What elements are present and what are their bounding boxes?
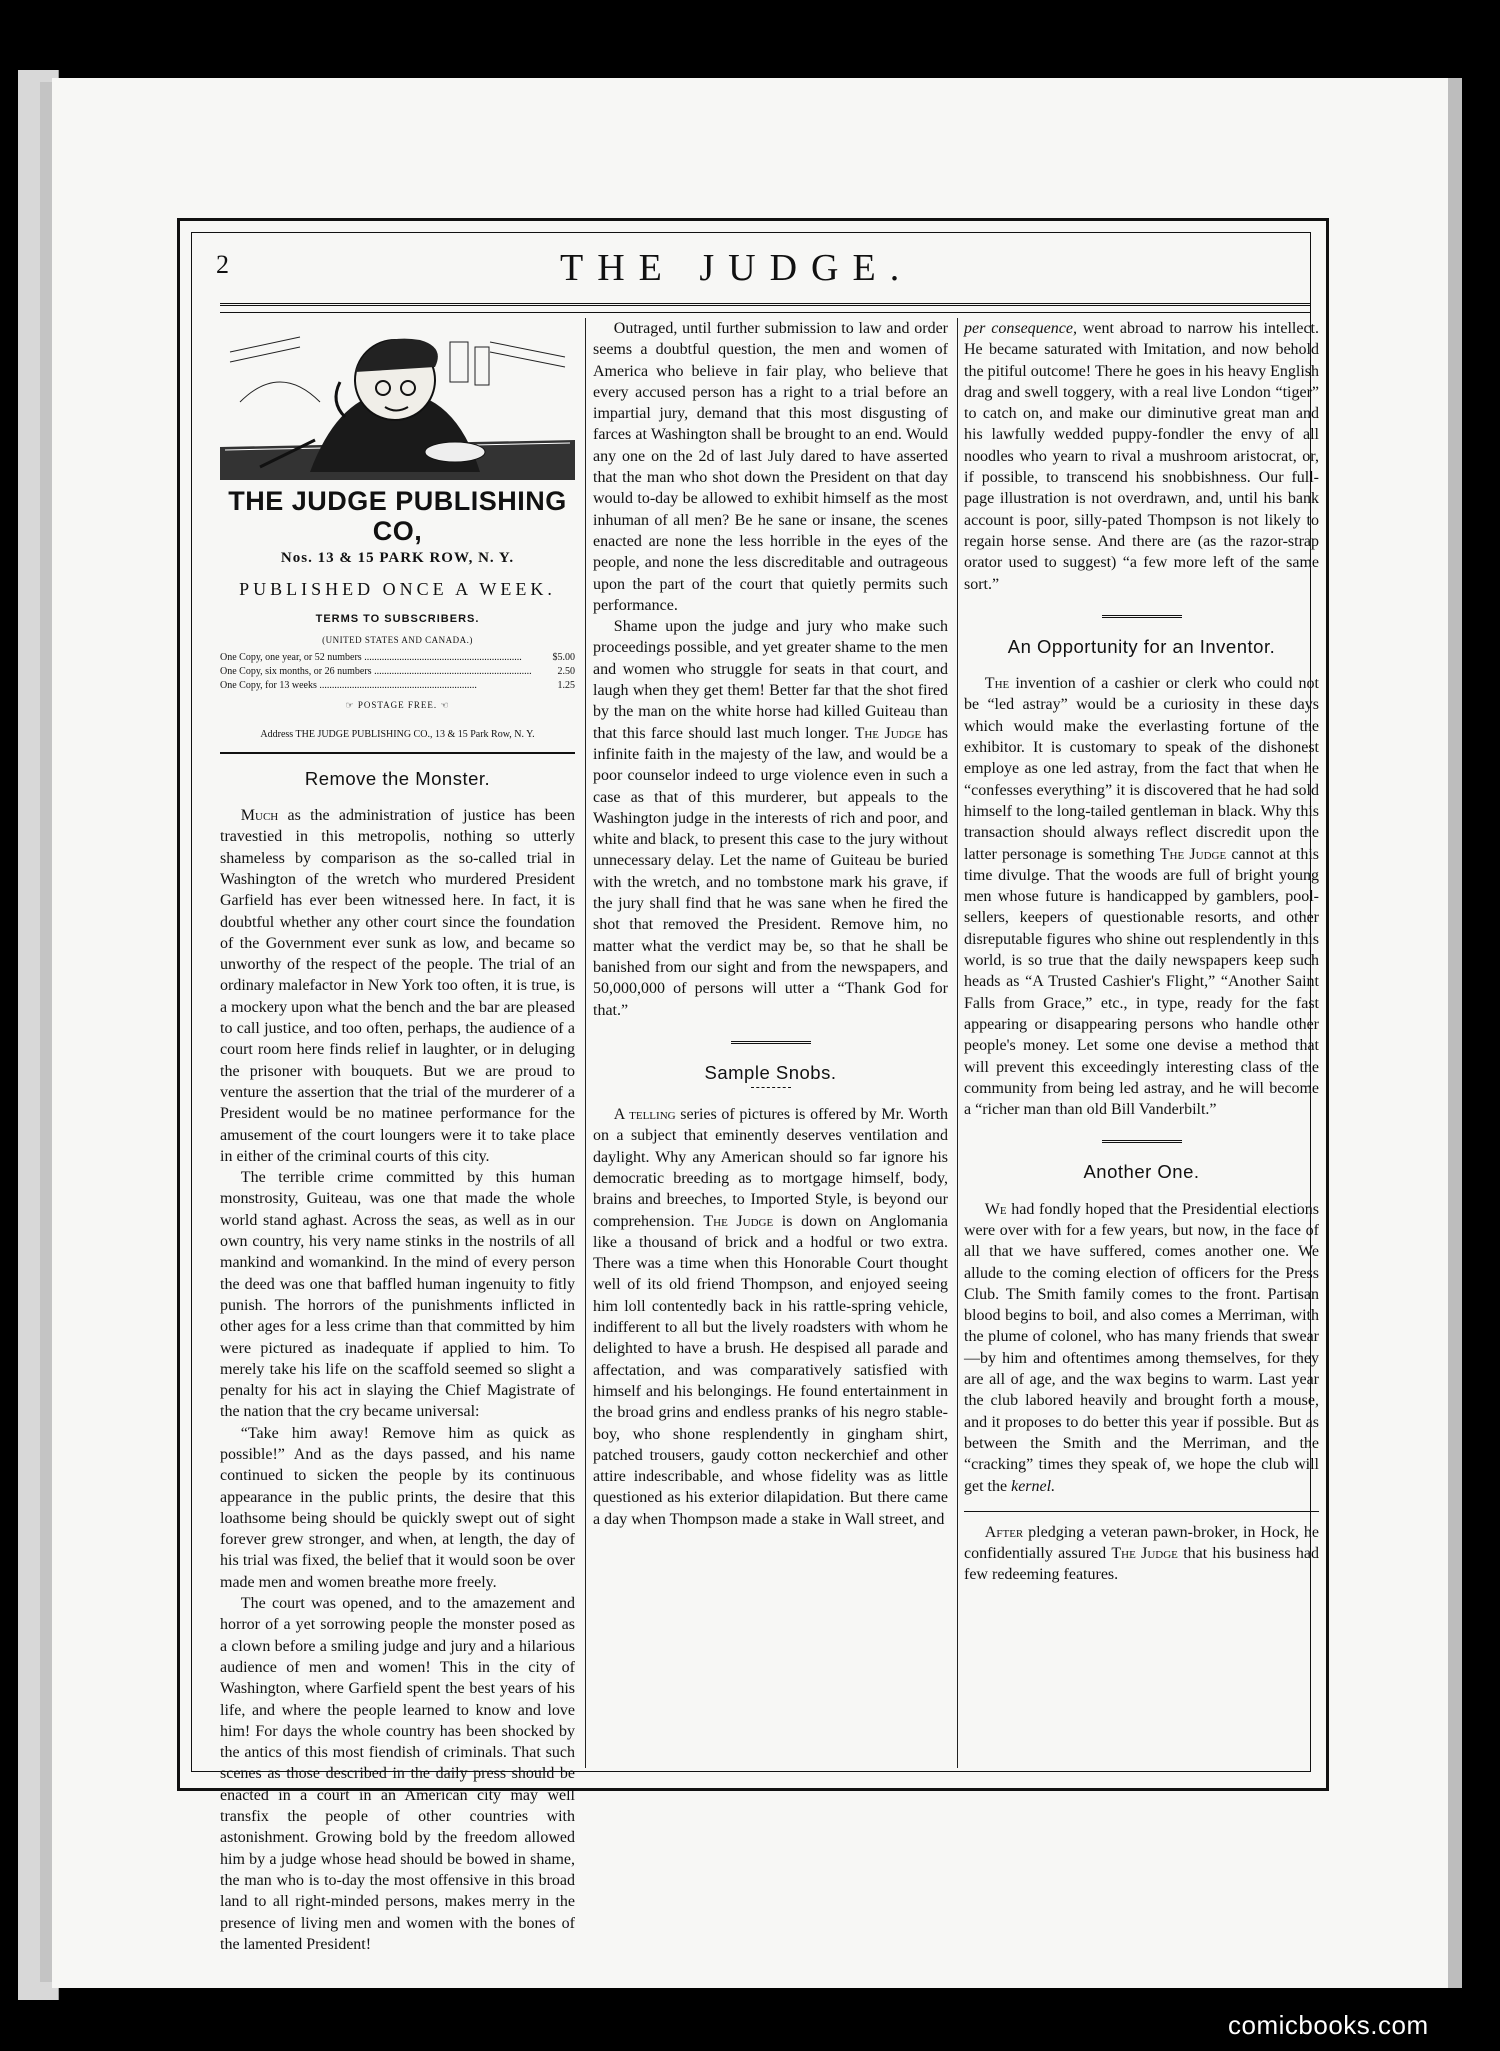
price-label: One Copy, six months, or 26 numbers ..... — [220, 665, 554, 679]
column-divider — [585, 318, 586, 1768]
price-amount: 1.25 — [557, 680, 575, 692]
section-separator — [1102, 1140, 1182, 1143]
paragraph-text: cannot at this time divulge. That the woods are full of bright young men whose future is handicapped by gamblers, pool-sellers, keepers of questionable resorts, and other disreputable figures who shine out resplendently in this world, is so true that the daily newspapers keep such heads as “A Trusted Cashier's Flight,” “Another Saint Falls from Grace,” etc., in type, ready for the fast appearing or disappearing persons who handle other people's money. Let some one devise a method that will prevent this exceedingly interesting class of the community from being led astray, and he will become a “richer man than old Bill Vanderbilt.” — [964, 845, 1320, 1119]
paragraph-text: pledging a veteran pawn-broker, in Hock, he confidentially assured — [964, 1523, 1320, 1563]
postage-note: ☞ POSTAGE FREE. ☜ — [345, 700, 450, 711]
price-amount: 2.50 — [557, 666, 575, 678]
paragraph-text: has infinite faith in the majesty of the law, and would be a poor counselor indeed to urge violence even in such a case as that of this murderer, but appeals to the Washington judge in the interests of rich and poor, and white and black, to present this case to the jury without unnecessary delay. Let the name of Guiteau be buried with the wretch, and no tombstone mark his grave, if the jury shall find that he was sane when he fired the shot that removed the President. Remove him, no matter what the verdict may be, so that he shall be banished from our sight and from the newspapers, and 50,000,000 of persons will utter a “Thank God for that.” — [593, 724, 949, 1019]
column-divider — [957, 318, 958, 1768]
price-row — [220, 651, 575, 665]
masthead-title: THE JUDGE. — [560, 247, 914, 289]
masthead-rule — [220, 303, 1310, 306]
page-number: 2 — [216, 250, 229, 279]
column-2 — [593, 318, 948, 1530]
the-judge-name: The Judge — [1159, 845, 1227, 863]
price-row — [220, 679, 575, 693]
italic-text: per consequence, — [964, 320, 1077, 337]
paragraph-text: invention of a cashier or clerk who could not be “led astray” would be a curiosity in these days which would make the everlasting fortune of the exhibitor. It is customary to speak of the dishonest employe as one led astray, from the fact that when he “confesses everything” it is discovered that he had sold himself to the long-tailed gentleman in black. Why this transaction should always reflect discredit upon the latter personage is something — [964, 675, 1320, 863]
column-1 — [220, 318, 575, 1955]
the-judge-name: The Judge — [854, 724, 922, 742]
article-paragraph: Outraged, until further submission to law and order seems a doubtful question, the men and women of America who believe in fair play, who believe that every accused person has a right to a trial before an impartial jury, demand that this most disgusting of farces at Washington shall be brought to an end. Would any one on the 2d of last July dared to have asserted that the man who shot down the President on that day would to-day be allowed to exhibit himself as the most inhuman of all men? Be he sane or insane, the scenes enacted are none the less horrible in the eyes of the people, and none the less discreditable and outrageous upon the part of the court that quietly permits such performance. — [593, 320, 948, 614]
page-spine-shadow — [1448, 78, 1462, 1988]
article-paragraph — [964, 1199, 1319, 1497]
article-title-remove-the-monster: Remove the Monster. — [304, 767, 491, 789]
article-paragraph: “Take him away! Remove him as quick as possible!” And as the days passed, and his name continued to sicken the people by its continuous appearance in the public prints, the desire that this loathsome being should be quickly swept out of sight forever grew stronger, and when, at length, the day of his trial was fixed, the belief that it would soon be over made men and women breathe more freely. — [220, 1424, 575, 1591]
italic-text: kernel. — [1011, 1477, 1056, 1495]
site-watermark: comicbooks.com — [1228, 2010, 1429, 2040]
article-paragraph: The court was opened, and to the amazement and horror of a yet sorrowing people the monster posed as a clown before a smiling judge and jury and a hilarious audience of men and women! This in the city of Washington, where Garfield spent the best years of his life, and where the people learned to know and love him! For days the whole country has been shocked by the antics of this most fiendish of criminals. That such scenes as those described in the daily press should be enacted in a court in an American city may well transfix the people of other countries with astonishment. Growing bold by the freedom allowed him by a judge whose head should be bowed in shame, the man who is to-day the most offensive in this broad land to all right-minded persons, makes merry in the presence of living men and women with the bones of the lamented President! — [220, 1595, 575, 1953]
drop-lead: After — [984, 1523, 1024, 1541]
publication-frequency: PUBLISHED ONCE A WEEK. — [239, 579, 556, 600]
column-3 — [964, 318, 1319, 1586]
paragraph-text: had fondly hoped that the Presidential elections were over with for a few years, but now, in the face of all that we have suffered, comes another one. We allude to the coming election of officers for the Press Club. The Smith family comes to the front. Partisan blood begins to boil, and also comes a Merriman, with the plume of colonel, who has many friends that swear—by him and oftentimes among themselves, for they are all of age, and the wax begins to warm. Last year the club labored heavily and brought forth a mouse, and it proposes to do better this year if possible. But as between the Smith and the Merriman, and the “cracking” times they speak of, we hope the club will get the — [964, 1200, 1320, 1495]
section-rule — [220, 752, 575, 754]
the-judge-name: The Judge — [1111, 1545, 1178, 1563]
article-paragraph — [593, 616, 948, 1021]
paragraph-text: Shame upon the judge and jury who make such proceedings possible, and yet greater shame to the men and women who struggle for seats in that court, and laugh when they get them! Better far that the shot fired by the man on the white horse had killed Guiteau than that this farce should last much longer. — [593, 618, 948, 742]
drop-lead: A telling — [613, 1106, 676, 1124]
masthead-rule-thin — [220, 312, 1310, 313]
article-title-sample-snobs: Sample Snobs. — [704, 1061, 837, 1083]
drop-lead: Much — [240, 807, 279, 825]
section-separator — [731, 1041, 811, 1044]
paragraph-text: as the administration of justice has been travestied in this metropolis, nothing so utterly shameless by comparison as the so-called trial in Washington of the wretch who murdered President Garfield has ever been witnessed here. In fact, it is doubtful whether any other court since the foundation of the Government ever sunk as low, and became so unworthy of the respect of the people. The trial of an ordinary malefactor in New York too often, it is true, is a mockery upon what the bench and the bar are pleased to call justice, and too often, perhaps, the audience of a court room here finds relief in laughter, or in deluging the prisoner with bouquets. But we are proud to venture the assertion that the trial of the murderer of a President would be no matinee performance for the amusement of the court loungers were it to take place in either of the criminal courts of this city. — [220, 807, 575, 1165]
price-amount: $5.00 — [552, 652, 575, 664]
publisher-address-line: Address THE JUDGE PUBLISHING CO., 13 & 15 Park Row, N. Y. — [260, 729, 535, 741]
paragraph-text: went abroad to narrow his intellect. He became saturated with Imitation, and now behold the pitiful outcome! There he goes in his heavy English drag and swell toggery, with a real live London “tiger” to catch on, and make our diminutive great man and his lawfully wedded puppy-fondler the envy of all noodles who yearn to rival a mushroom aristocrat, or, if possible, to transcend his snobbishness. Our full-page illustration is not overdrawn, and, until his bank account is poor, silly-pated Thompson is not likely to regain horse sense. And there are (as the razor-strap orator used to suggest) “a few more left of the same sort.” — [964, 320, 1319, 593]
paragraph-text: is down on Anglomania like a thousand of brick and a hodful or two extra. There was a time when this Honorable Court thought well of its old friend Thompson, and enjoyed seeing him loll contentedly back in his rattle-spring vehicle, indifferent to all but the lively roadsters with whom he delighted to have a brush. He despised all parade and affectation, and was comparatively satisfied with himself and his belongings. He found entertainment in the broad grins and endless pranks of his negro stable-boy, who shone resplendently in gingham shirt, patched trousers, gaudy cotton neckerchief and other attire indescribable, and whose fidelity was as little questioned as his exterior dilapidation. But there came a day when Thompson made a stake in Wall street, and — [593, 1212, 949, 1528]
section-separator — [1102, 615, 1182, 618]
price-label: One Copy, one year, or 52 numbers ..... — [220, 651, 549, 665]
publisher-name: THE JUDGE PUBLISHING CO, — [228, 486, 567, 546]
article-title-opportunity-inventor: An Opportunity for an Inventor. — [1007, 635, 1276, 657]
section-rule — [964, 1511, 1319, 1512]
terms-subtitle: (UNITED STATES AND CANADA.) — [322, 634, 473, 645]
drop-lead: We — [984, 1200, 1007, 1218]
price-row — [220, 665, 575, 679]
paragraph-text: that his business had few redeeming features. — [964, 1545, 1320, 1584]
article-title-another-one: Another One. — [1083, 1161, 1200, 1183]
section-separator-small — [751, 1087, 791, 1088]
price-label: One Copy, for 13 weeks ..... — [220, 679, 554, 693]
article-paragraph: The terrible crime committed by this human monstrosity, Guiteau, was one that made the whole world stand aghast. Across the seas, as well as in our own country, his very name stinks in the nostrils of all mankind and womankind. In the mind of every person the deed was one that baffled human ingenuity to fitly punish. The horrors of the punishments inflicted in other ages for a less crime than that committed by him were pictured as inadequate if applied to him. To merely take his life on the scaffold seemed so slight a penalty for his act in slaying the Chief Magistrate of the nation that the cry became universal: — [220, 1169, 575, 1421]
postage-text: POSTAGE FREE. — [357, 700, 438, 711]
article-paragraph — [593, 1104, 948, 1530]
terms-title: TERMS TO SUBSCRIBERS. — [315, 612, 480, 625]
the-judge-name: The Judge — [703, 1212, 774, 1230]
article-paragraph — [964, 673, 1319, 1120]
drop-lead: The — [984, 675, 1010, 693]
judge-illustration — [220, 322, 575, 480]
article-paragraph-continued — [964, 318, 1319, 595]
article-paragraph — [964, 1522, 1319, 1586]
paragraph-text: series of pictures is offered by Mr. Worth on a subject that eminently deserves ventilation and daylight. Why any American should so far ignore his democratic breeding as to mortgage himself, body, brains and breeches, to Imported Style, is beyond our comprehension. — [593, 1106, 949, 1230]
article-paragraph — [220, 805, 575, 1167]
publisher-address: Nos. 13 & 15 PARK ROW, N. Y. — [280, 550, 515, 566]
